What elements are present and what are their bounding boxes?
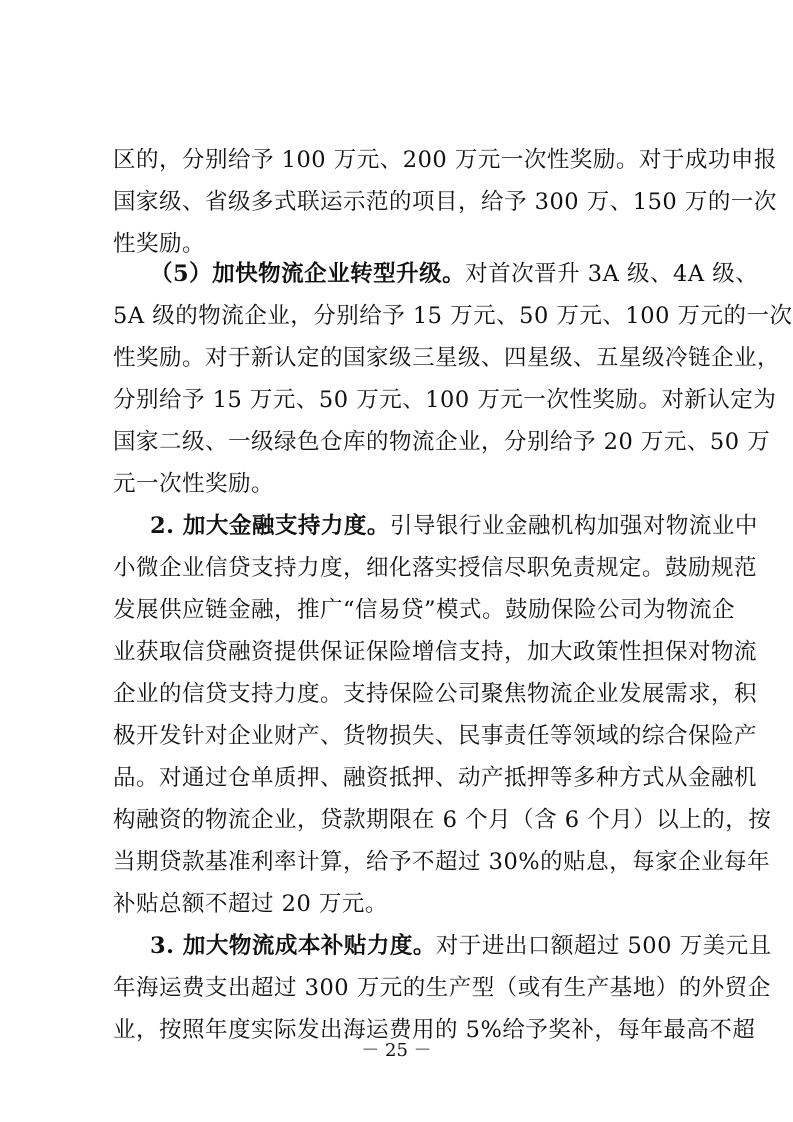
paragraph-3-heading: 2. 加大金融支持力度。 [150,513,390,539]
paragraph-3-line-9: 当期贷款基准利率计算，给予不超过 30%的贴息，每家企业每年 [113,849,771,875]
paragraph-3-line-5: 企业的信贷支持力度。支持保险公司聚焦物流企业发展需求，积 [113,681,758,707]
paragraph-1-line-1: 区的，分别给予 100 万元、200 万元一次性奖励。对于成功申报 [113,147,777,173]
paragraph-4-line-1-text: 对于进出口额超过 500 万美元且 [435,933,772,959]
paragraph-2-line-4: 分别给予 15 万元、50 万元、100 万元一次性奖励。对新认定为 [113,387,777,413]
paragraph-1-line-3: 性奖励。 [113,231,206,257]
paragraph-3-line-3: 发展供应链金融，推广“信易贷”模式。鼓励保险公司为物流企 [113,597,736,623]
paragraph-3-line-7: 品。对通过仓单质押、融资抵押、动产抵押等多种方式从金融机 [113,765,758,791]
paragraph-3-line-10: 补贴总额不超过 20 万元。 [113,891,388,917]
paragraph-2-line-1-text: 对首次晋升 3A 级、4A 级、 [465,261,759,287]
paragraph-4-line-2: 年海运费支出超过 300 万元的生产型（或有生产基地）的外贸企 [113,975,771,1001]
paragraph-3-line-4: 业获取信贷融资提供保证保险增信支持，加大政策性担保对物流 [113,639,758,665]
paragraph-2-line-2: 5A 级的物流企业，分别给予 15 万元、50 万元、100 万元的一次 [113,303,793,329]
paragraph-3-line-1-text: 引导银行业金融机构加强对物流业中 [389,513,758,539]
paragraph-3-line-6: 极开发针对企业财产、货物损失、民事责任等领域的综合保险产 [113,723,758,749]
paragraph-2-line-6: 元一次性奖励。 [113,471,275,497]
paragraph-4-line-3: 业，按照年度实际发出海运费用的 5%给予奖补，每年最高不超 [113,1017,756,1043]
page-number: － 25 － [361,1040,432,1061]
paragraph-1-line-2: 国家级、省级多式联运示范的项目，给予 300 万、150 万的一次 [113,189,777,215]
paragraph-3-line-2: 小微企业信贷支持力度，细化落实授信尽职免责规定。鼓励规范 [113,555,758,581]
paragraph-2-line-1 [150,254,759,294]
paragraph-2-line-3: 性奖励。对于新认定的国家级三星级、四星级、五星级冷链企业， [113,345,781,371]
paragraph-4-line-1 [150,926,772,966]
paragraph-2-heading: （5）加快物流企业转型升级。 [150,261,466,287]
paragraph-3-line-8: 构融资的物流企业，贷款期限在 6 个月（含 6 个月）以上的，按 [113,807,772,833]
paragraph-4-heading: 3. 加大物流成本补贴力度。 [150,933,436,959]
paragraph-3-line-1 [150,506,758,546]
paragraph-2-line-5: 国家二级、一级绿色仓库的物流企业，分别给予 20 万元、50 万 [113,429,771,455]
